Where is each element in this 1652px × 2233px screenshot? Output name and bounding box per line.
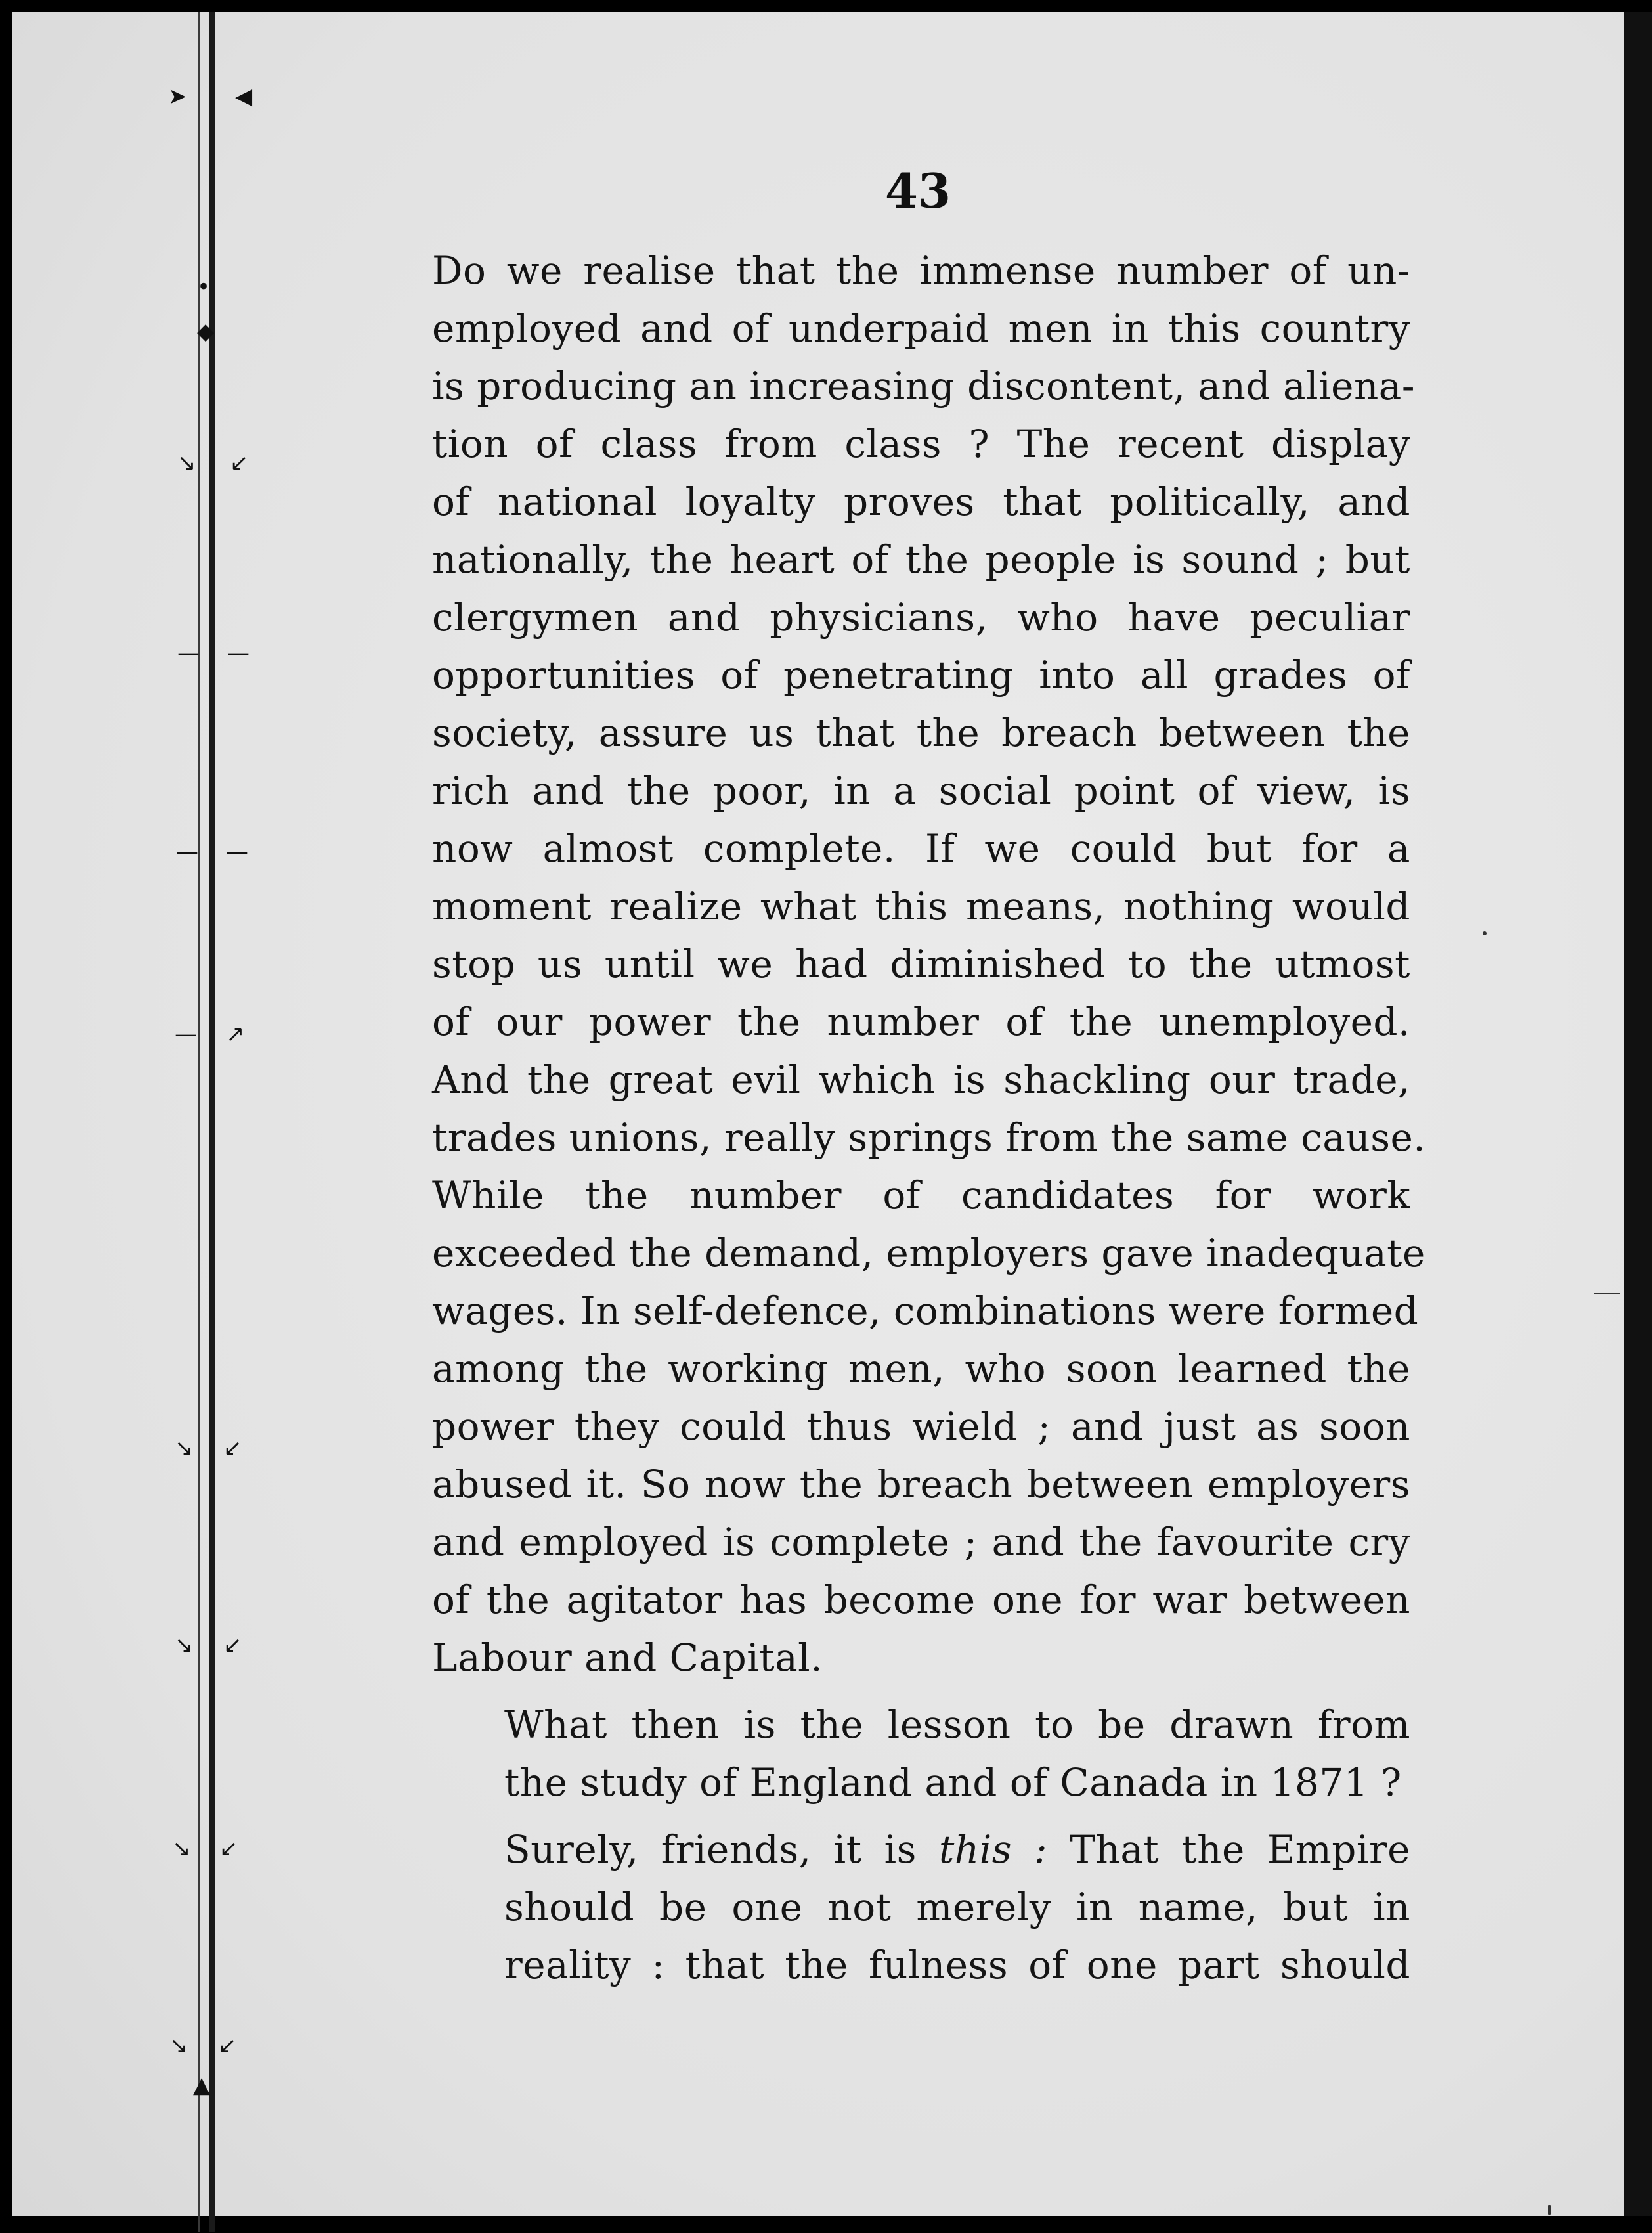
text-line: of our power the number of the unemployed. bbox=[432, 1000, 1410, 1044]
text-line: among the working men, who soon learned the bbox=[432, 1346, 1410, 1391]
text-line: of the agitator has become one for war between bbox=[432, 1578, 1410, 1622]
text-line: and employed is complete ; and the favourite cry bbox=[432, 1520, 1410, 1564]
stitch-mark-icon: ↙ bbox=[219, 1836, 238, 1862]
stitch-mark-icon: — bbox=[226, 839, 248, 865]
paragraph bbox=[432, 242, 1426, 1687]
stitch-mark-icon: ◆ bbox=[197, 319, 215, 345]
stitch-mark-icon: ↙ bbox=[218, 2033, 237, 2059]
stitch-mark-icon: ↘ bbox=[172, 1836, 191, 1862]
stitch-mark-icon: ↘ bbox=[175, 1435, 194, 1461]
stitch-mark-icon: — bbox=[227, 640, 250, 667]
emphasized-word: this : bbox=[939, 1827, 1048, 1872]
text-line: And the great evil which is shackling our trade, bbox=[432, 1057, 1410, 1102]
text-line: clergymen and physicians, who have peculiar bbox=[432, 595, 1410, 640]
text-line bbox=[432, 1821, 1410, 1878]
stitch-mark-icon: ↙ bbox=[230, 450, 249, 476]
stitch-mark-icon: ↘ bbox=[175, 1632, 194, 1658]
text-line: reality : that the fulness of one part should bbox=[504, 1943, 1410, 1987]
text-run: That the Empire bbox=[1070, 1827, 1410, 1872]
page-number: 43 bbox=[884, 163, 951, 219]
text-line: Do we realise that the immense number of un- bbox=[432, 248, 1410, 293]
paper-speck bbox=[1594, 1293, 1620, 1294]
paper-speck bbox=[1548, 2205, 1551, 2215]
stitch-mark-icon: ↙ bbox=[223, 1435, 242, 1461]
stitch-mark-icon: ↘ bbox=[169, 2033, 188, 2059]
stitch-mark-icon: — bbox=[175, 1021, 197, 1048]
text-line: While the number of candidates for work bbox=[432, 1173, 1410, 1218]
text-line: trades unions, really springs from the same cause. bbox=[432, 1115, 1426, 1160]
text-line: moment realize what this means, nothing would bbox=[432, 884, 1410, 929]
stitch-mark-icon: ▲ bbox=[193, 2072, 211, 2098]
stitch-mark-icon: • bbox=[197, 274, 211, 300]
text-line: the study of England and of Canada in 1871 ? bbox=[504, 1760, 1402, 1805]
page-edge-shadow bbox=[1624, 12, 1652, 2216]
stitch-mark-icon: ↙ bbox=[223, 1632, 242, 1658]
stitch-mark-icon: ↘ bbox=[177, 450, 196, 476]
text-line: tion of class from class ? The recent display bbox=[432, 422, 1410, 466]
text-run: Surely, friends, it is bbox=[504, 1827, 917, 1872]
text-line: should be one not merely in name, but in bbox=[504, 1885, 1410, 1930]
text-line: is producing an increasing discontent, and aliena- bbox=[432, 364, 1415, 409]
text-line: stop us until we had diminished to the utmost bbox=[432, 942, 1410, 986]
text-line: now almost complete. If we could but for a bbox=[432, 826, 1410, 871]
text-line: exceeded the demand, employers gave inadequate bbox=[432, 1231, 1425, 1275]
text-line: of national loyalty proves that politically, and bbox=[432, 479, 1410, 524]
gutter-fold-line bbox=[198, 12, 200, 2232]
book-page bbox=[12, 12, 1624, 2216]
text-line: power they could thus wield ; and just as soon bbox=[432, 1404, 1410, 1449]
text-line: society, assure us that the breach between the bbox=[432, 711, 1410, 755]
paper-speck bbox=[1483, 931, 1487, 935]
text-line: abused it. So now the breach between employers bbox=[432, 1462, 1410, 1507]
paragraph bbox=[432, 1696, 1410, 1811]
text-line: Labour and Capital. bbox=[432, 1635, 823, 1680]
stitch-mark-icon: ↗ bbox=[226, 1021, 245, 1048]
stitch-mark-icon: ➤ bbox=[168, 83, 187, 110]
stitch-mark-icon: ◀ bbox=[235, 83, 253, 110]
text-line: opportunities of penetrating into all grades of bbox=[432, 653, 1410, 697]
binding-thread-line bbox=[209, 12, 215, 2232]
text-line: nationally, the heart of the people is sound ; but bbox=[432, 537, 1410, 582]
text-line: wages. In self-defence, combinations were formed bbox=[432, 1289, 1419, 1333]
stitch-mark-icon: — bbox=[177, 640, 200, 667]
text-line: What then is the lesson to be drawn from bbox=[504, 1702, 1410, 1747]
text-line: rich and the poor, in a social point of view, is bbox=[432, 768, 1410, 813]
text-line: employed and of underpaid men in this country bbox=[432, 306, 1410, 351]
paragraph bbox=[432, 1821, 1410, 1994]
body-text bbox=[432, 242, 1426, 1994]
stitch-mark-icon: — bbox=[176, 839, 198, 865]
